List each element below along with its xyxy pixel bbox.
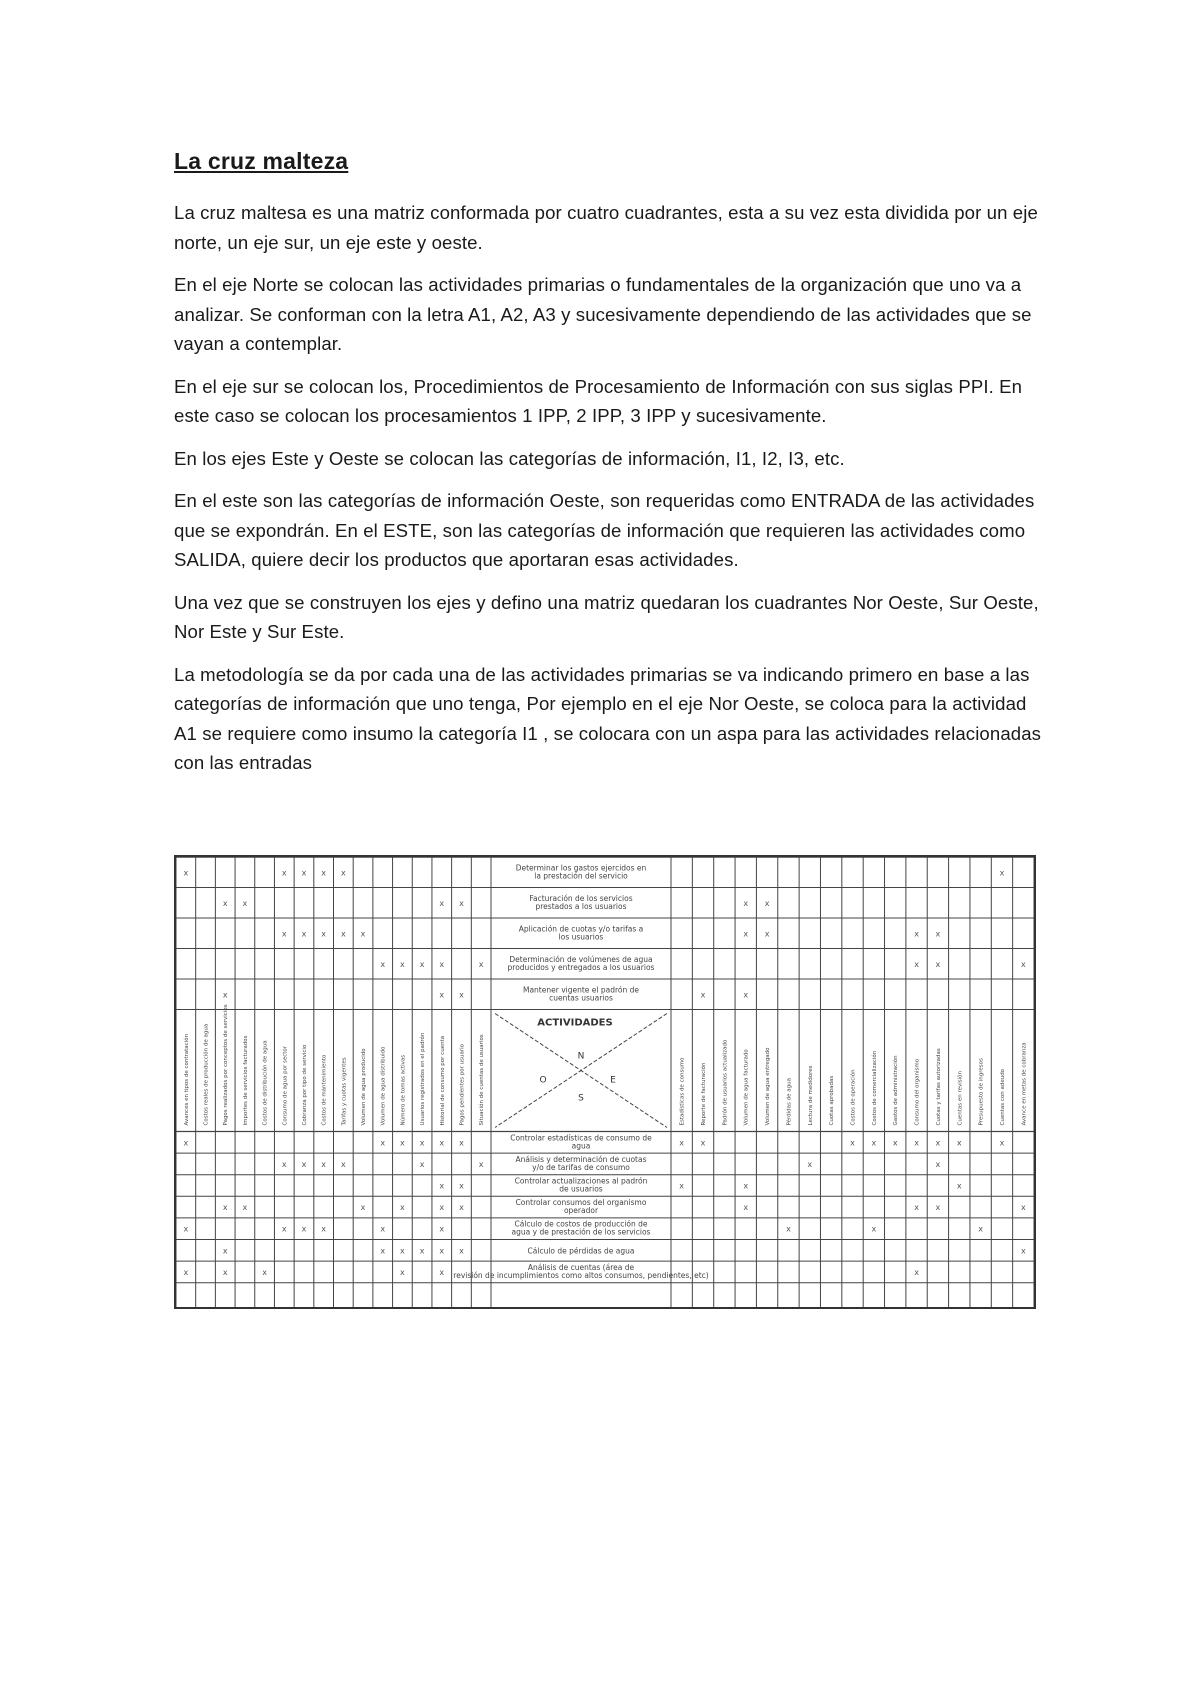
cell-mark: x	[892, 1138, 898, 1148]
cell-mark: x	[340, 1159, 346, 1169]
cell-mark: x	[679, 1181, 685, 1191]
text-block	[174, 146, 1044, 791]
west-column-label: Costos de mantenimiento	[321, 1054, 328, 1126]
cell-mark: x	[340, 929, 346, 939]
cell-mark: x	[786, 1224, 791, 1234]
cell-mark: x	[743, 1203, 749, 1213]
east-column-label: Cuotas aprobadas	[829, 1075, 836, 1126]
cell-mark: x	[380, 959, 386, 969]
east-column-label: Padrón de usuarios actualizado	[722, 1039, 729, 1126]
west-column-label: Historial de consumo por cuenta	[439, 1035, 446, 1126]
cell-mark: x	[400, 1267, 405, 1277]
cell-mark: x	[321, 868, 327, 878]
cell-mark: x	[281, 1159, 287, 1169]
cell-mark: x	[439, 898, 445, 908]
south-row-label: Cálculo de pérdidas de agua	[527, 1246, 635, 1256]
west-column-label: Usuarios registrados en el padrón	[420, 1032, 427, 1126]
maltese-cross-matrix	[174, 855, 1036, 1309]
cell-mark: x	[262, 1267, 267, 1277]
west-column-label: Pagos pendientes por usuario	[459, 1043, 466, 1126]
cross-title: ACTIVIDADES	[537, 1017, 613, 1029]
compass-east: E	[610, 1075, 616, 1086]
cell-mark: x	[400, 1203, 405, 1213]
cell-mark: x	[935, 1203, 941, 1213]
cell-mark: x	[400, 1246, 405, 1256]
compass-west: O	[539, 1075, 547, 1086]
cell-mark: x	[222, 1267, 228, 1277]
cell-mark: x	[419, 1159, 425, 1169]
cell-mark: x	[183, 1267, 189, 1277]
cell-mark: x	[301, 1224, 307, 1234]
cell-mark: x	[764, 929, 770, 939]
cell-mark: x	[850, 1138, 855, 1148]
south-row-label: Análisis y determinación de cuotas y/o de tarifas de consumo	[515, 1154, 647, 1172]
cell-mark: x	[242, 898, 248, 908]
cell-mark: x	[281, 929, 287, 939]
cell-mark: x	[914, 1267, 919, 1277]
cell-mark: x	[459, 1181, 464, 1191]
compass-north: N	[577, 1051, 585, 1062]
east-column-label: Volumen de agua entregado	[765, 1047, 772, 1126]
cell-mark: x	[999, 868, 1005, 878]
east-column-label: Presupuesto de ingresos	[978, 1058, 985, 1126]
cell-mark: x	[459, 1203, 464, 1213]
cell-mark: x	[222, 1246, 228, 1256]
west-column-label: Costos reales de producción de agua	[203, 1023, 210, 1126]
west-column-label: Situación de cuentas de usuarios	[479, 1034, 486, 1126]
west-column-label: Costos de distribución de agua	[262, 1040, 269, 1126]
west-column-label: Cobranza por tipo de servicio	[301, 1044, 308, 1126]
cell-mark: x	[222, 990, 228, 1000]
paragraph-3: En el eje sur se colocan los, Procedimientos de Procesamiento de Información con sus siglas PPI. En este caso se colocan los procesamientos 1 IPP, 2 IPP, 3 IPP y sucesivamente.	[174, 375, 1023, 426]
west-column-label: Consumo de agua por sector	[282, 1045, 289, 1126]
cell-mark: x	[1020, 1246, 1026, 1256]
east-column-label: Costos de comercialización	[871, 1050, 878, 1126]
east-column-label: Avance en metas de cobranza	[1021, 1042, 1028, 1126]
cell-mark: x	[183, 1138, 189, 1148]
cell-mark: x	[743, 929, 749, 939]
cell-mark: x	[222, 898, 228, 908]
cell-mark: x	[478, 959, 484, 969]
cell-mark: x	[439, 990, 445, 1000]
east-column-label: Reporte de facturación	[701, 1062, 708, 1126]
west-column-label: Importes de servicios facturados	[242, 1035, 249, 1126]
east-column-label: Cuentas en revisión	[957, 1070, 964, 1126]
north-row-label: Determinación de volúmenes de agua producidos y entregados a los usuarios	[507, 954, 655, 972]
cell-mark: x	[935, 959, 941, 969]
east-column-label: Estadísticas de consumo	[679, 1057, 686, 1126]
cell-mark: x	[679, 1138, 685, 1148]
cell-mark: x	[183, 868, 189, 878]
paragraph-5: En el este son las categorías de información Oeste, son requeridas como ENTRADA de las actividades que se expondrán. En el ESTE, son las categorías de información que requieren las actividades como SALIDA, quiere decir los productos que aportaran esas actividades.	[174, 490, 1035, 570]
cell-mark: x	[935, 1138, 941, 1148]
cell-mark: x	[700, 1138, 706, 1148]
cell-mark: x	[380, 1246, 386, 1256]
cell-mark: x	[956, 1181, 962, 1191]
cell-mark: x	[743, 990, 749, 1000]
cell-mark: x	[871, 1138, 877, 1148]
cell-mark: x	[400, 959, 405, 969]
north-row-label: Determinar los gastos ejercidos en la prestación del servicio	[515, 863, 647, 881]
east-column-label: Gastos de administración	[893, 1055, 900, 1126]
cell-mark: x	[360, 929, 366, 939]
cell-mark: x	[439, 1138, 445, 1148]
east-column-label: Costos de operación	[850, 1069, 857, 1126]
matrix-diagram	[176, 857, 1034, 1307]
south-row-label: Análisis de cuentas (área de revisión de incumplimientos como altos consumos, pendientes, etc)	[453, 1262, 709, 1280]
cell-mark: x	[935, 1159, 941, 1169]
cell-mark: x	[301, 1159, 307, 1169]
cell-mark: x	[764, 898, 770, 908]
cell-mark: x	[459, 898, 464, 908]
west-column-label: Tarifas y cuotas vigentes	[341, 1057, 348, 1126]
south-row-label: Cálculo de costos de producción de agua y de prestación de los servicios	[511, 1219, 651, 1237]
cell-mark: x	[380, 1138, 386, 1148]
cell-mark: x	[978, 1224, 983, 1234]
cell-mark: x	[439, 1181, 445, 1191]
north-row-label: Aplicación de cuotas y/o tarifas a los usuarios	[518, 924, 644, 942]
cell-mark: x	[871, 1224, 877, 1234]
cell-mark: x	[914, 929, 919, 939]
cell-mark: x	[999, 1138, 1005, 1148]
document-title: La cruz malteza	[174, 148, 349, 174]
paragraph-7: La metodología se da por cada una de las actividades primarias se va indicando primero en base a las categorías de información que uno tenga, Por ejemplo en el eje Nor Oeste, se coloca para la actividad A1 se requiere como insumo la categoría I1 , se colocara con un aspa para las actividades relacionadas con las entradas	[174, 663, 1042, 773]
cell-mark: x	[380, 1224, 386, 1234]
cell-mark: x	[301, 929, 307, 939]
north-row-label: Facturación de los servicios prestados a los usuarios	[529, 893, 633, 911]
east-column-label: Cuotas y tarifas autorizadas	[935, 1048, 942, 1126]
cell-mark: x	[439, 1267, 445, 1277]
cell-mark: x	[935, 929, 941, 939]
cell-mark: x	[478, 1159, 484, 1169]
cell-mark: x	[1020, 959, 1026, 969]
paragraph-2: En el eje Norte se colocan las actividades primarias o fundamentales de la organización que uno va a analizar. Se conforman con la letra A1, A2, A3 y sucesivamente dependiendo de las actividades que se vayan a contemplar.	[174, 274, 1032, 354]
cell-mark: x	[807, 1159, 813, 1169]
east-column-label: Lectura de medidores	[807, 1065, 814, 1126]
cell-mark: x	[914, 1203, 919, 1213]
cell-mark: x	[321, 929, 327, 939]
cell-mark: x	[321, 1159, 327, 1169]
south-row-label: Controlar consumos del organismo operador	[515, 1198, 647, 1216]
cell-mark: x	[222, 1203, 228, 1213]
cell-mark: x	[419, 959, 425, 969]
cell-mark: x	[281, 1224, 287, 1234]
cell-mark: x	[419, 1246, 425, 1256]
cell-mark: x	[301, 868, 307, 878]
cell-mark: x	[439, 1203, 445, 1213]
cell-mark: x	[183, 1224, 189, 1234]
south-row-label: Controlar estadísticas de consumo de agua	[510, 1133, 652, 1151]
cell-mark: x	[914, 959, 919, 969]
paragraph-6: Una vez que se construyen los ejes y defino una matriz quedaran los cuadrantes Nor Oeste, Sur Oeste, Nor Este y Sur Este.	[174, 591, 1039, 642]
west-column-label: Volumen de agua producido	[361, 1048, 368, 1126]
cell-mark: x	[700, 990, 706, 1000]
cell-mark: x	[419, 1138, 425, 1148]
south-row-label: Controlar actualizaciones al padrón de usuarios	[514, 1176, 648, 1194]
cell-mark: x	[459, 1138, 464, 1148]
east-column-label: Volumen de agua facturado	[743, 1049, 750, 1126]
cell-mark: x	[281, 868, 287, 878]
cell-mark: x	[340, 868, 346, 878]
cell-mark: x	[360, 1203, 366, 1213]
cell-mark: x	[321, 1224, 327, 1234]
west-column-label: Volumen de agua distribuido	[380, 1046, 387, 1126]
cell-mark: x	[914, 1138, 919, 1148]
cell-mark: x	[439, 1246, 445, 1256]
cell-mark: x	[956, 1138, 962, 1148]
compass-south: S	[578, 1093, 584, 1104]
paragraph-4: En los ejes Este y Oeste se colocan las categorías de información, I1, I2, I3, etc.	[174, 447, 845, 469]
north-row-label: Mantener vigente el padrón de cuentas usuarios	[522, 985, 640, 1003]
cell-mark: x	[439, 1224, 445, 1234]
cell-mark: x	[242, 1203, 248, 1213]
cell-mark: x	[459, 1246, 464, 1256]
cell-mark: x	[400, 1138, 405, 1148]
cell-mark: x	[743, 1181, 749, 1191]
west-column-label: Número de tomas activas	[400, 1054, 407, 1126]
west-column-label: Avances en tipos de contratación	[183, 1033, 190, 1126]
east-column-label: Pérdidas de agua	[786, 1077, 793, 1126]
cell-mark: x	[459, 990, 464, 1000]
west-column-label: Pagos realizados por conceptos de servicios	[223, 1004, 230, 1126]
east-column-label: Consumo del organismo	[914, 1058, 921, 1126]
east-column-label: Cuentas con adeudo	[999, 1068, 1006, 1126]
paragraph-1: La cruz maltesa es una matriz conformada por cuatro cuadrantes, esta a su vez esta dividida por un eje norte, un eje sur, un eje este y oeste.	[174, 202, 1038, 253]
cell-mark: x	[439, 959, 445, 969]
cell-mark: x	[743, 898, 749, 908]
cell-mark: x	[1020, 1203, 1026, 1213]
